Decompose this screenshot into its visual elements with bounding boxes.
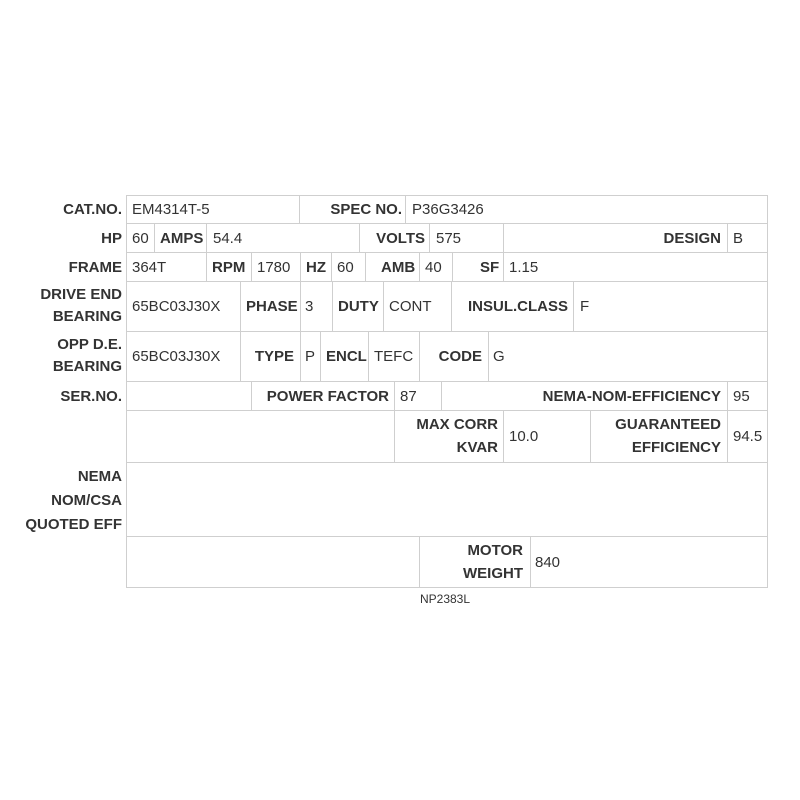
nema-quoted-line2: NOM/CSA: [51, 492, 122, 509]
design-value: B: [733, 230, 744, 247]
rpm-value: 1780: [257, 259, 291, 276]
amb-value: 40: [425, 259, 442, 276]
row-divider: [126, 252, 768, 253]
nema-quoted-line3: QUOTED EFF: [25, 516, 122, 533]
power-factor-label: POWER FACTOR: [266, 388, 389, 405]
design-label: DESIGN: [663, 230, 721, 247]
code-value: G: [493, 348, 505, 365]
opp-de-label-line1: OPP D.E.: [57, 336, 122, 353]
cell-divider: [300, 252, 301, 281]
frame-value: 364T: [132, 259, 167, 276]
amps-value: 54.4: [213, 230, 243, 247]
cell-divider: [488, 331, 489, 381]
guaranteed-label-line1: GUARANTEED: [615, 416, 721, 433]
cell-divider: [394, 381, 395, 410]
frame-label: FRAME: [68, 259, 122, 276]
nema-quoted-eff-label: [25, 465, 122, 537]
cell-divider: [368, 331, 369, 381]
opp-de-bearing-value: 65BC03J30X: [132, 348, 221, 365]
guaranteed-efficiency-label: [615, 413, 721, 459]
cell-divider: [359, 223, 360, 252]
insul-class-value: F: [580, 298, 590, 315]
phase-label: PHASE: [246, 298, 298, 315]
cell-divider: [300, 281, 301, 331]
cell-divider: [503, 410, 504, 462]
hz-value: 60: [337, 259, 354, 276]
footer-code: NP2383L: [419, 592, 471, 606]
cell-divider: [206, 252, 207, 281]
cell-divider: [419, 331, 420, 381]
spec-no-label: SPEC NO.: [330, 201, 402, 218]
ser-no-label: SER.NO.: [60, 388, 122, 405]
guaranteed-efficiency-value: 94.5: [733, 428, 763, 445]
insul-class-label: INSUL.CLASS: [467, 298, 568, 315]
cell-divider: [419, 536, 420, 588]
duty-label: DUTY: [338, 298, 379, 315]
cell-divider: [405, 195, 406, 223]
rpm-label: RPM: [212, 259, 246, 276]
volts-value: 575: [436, 230, 462, 247]
cell-divider: [299, 195, 300, 223]
hp-value: 60: [132, 230, 149, 247]
cell-divider: [452, 252, 453, 281]
code-label: CODE: [438, 348, 482, 365]
row-divider: [126, 410, 768, 411]
cell-divider: [503, 223, 504, 252]
cell-divider: [383, 281, 384, 331]
hz-label: HZ: [306, 259, 326, 276]
motor-weight-line2: WEIGHT: [463, 565, 523, 582]
max-corr-label-line1: MAX CORR: [416, 416, 498, 433]
cell-divider: [300, 331, 301, 381]
guaranteed-label-line2: EFFICIENCY: [631, 439, 721, 456]
cell-divider: [240, 281, 241, 331]
opp-de-bearing-label: [53, 334, 122, 378]
nema-quoted-line1: NEMA: [77, 468, 122, 485]
cell-divider: [206, 223, 207, 252]
sf-value: 1.15: [509, 259, 539, 276]
type-label: TYPE: [254, 348, 294, 365]
cell-divider: [251, 381, 252, 410]
cell-divider: [451, 281, 452, 331]
max-corr-kvar-label: [416, 413, 498, 459]
cell-divider: [503, 252, 504, 281]
amb-label: AMB: [381, 259, 416, 276]
drive-end-label-line2: BEARING: [52, 308, 122, 325]
drive-end-bearing-value: 65BC03J30X: [132, 298, 221, 315]
drive-end-label-line1: DRIVE END: [40, 286, 122, 303]
spec-no-value: P36G3426: [412, 201, 484, 218]
amps-label: AMPS: [160, 230, 204, 247]
type-value: P: [305, 348, 316, 365]
phase-value: 3: [305, 298, 314, 315]
duty-value: CONT: [389, 298, 432, 315]
hp-label: HP: [101, 230, 122, 247]
encl-label: ENCL: [326, 348, 367, 365]
encl-value: TEFC: [374, 348, 414, 365]
cat-no-value: EM4314T-5: [132, 201, 210, 218]
cell-divider: [240, 331, 241, 381]
power-factor-value: 87: [400, 388, 417, 405]
opp-de-label-line2: BEARING: [52, 358, 122, 375]
row-divider: [126, 281, 768, 282]
row-divider: [126, 536, 768, 537]
nema-nom-efficiency-label: NEMA-NOM-EFFICIENCY: [542, 388, 721, 405]
cell-divider: [394, 410, 395, 462]
row-divider: [126, 462, 768, 463]
row-divider: [126, 331, 768, 332]
cell-divider: [332, 281, 333, 331]
motor-weight-label: [463, 539, 523, 585]
max-corr-kvar-value: 10.0: [509, 428, 539, 445]
cell-divider: [727, 223, 728, 252]
cell-divider: [429, 223, 430, 252]
volts-label: VOLTS: [376, 230, 425, 247]
max-corr-label-line2: KVAR: [456, 439, 498, 456]
cell-divider: [590, 410, 591, 462]
cell-divider: [573, 281, 574, 331]
cat-no-label: CAT.NO.: [63, 201, 122, 218]
motor-weight-value: 840: [535, 554, 561, 571]
sf-label: SF: [480, 259, 500, 276]
cell-divider: [365, 252, 366, 281]
cell-divider: [419, 252, 420, 281]
row-divider: [126, 223, 768, 224]
cell-divider: [331, 252, 332, 281]
cell-divider: [727, 381, 728, 410]
cell-divider: [727, 410, 728, 462]
cell-divider: [251, 252, 252, 281]
nema-nom-efficiency-value: 95: [733, 388, 750, 405]
cell-divider: [320, 331, 321, 381]
cell-divider: [154, 223, 155, 252]
cell-divider: [530, 536, 531, 588]
row-divider: [126, 381, 768, 382]
drive-end-bearing-label: [40, 284, 122, 328]
cell-divider: [441, 381, 442, 410]
motor-weight-line1: MOTOR: [467, 542, 523, 559]
